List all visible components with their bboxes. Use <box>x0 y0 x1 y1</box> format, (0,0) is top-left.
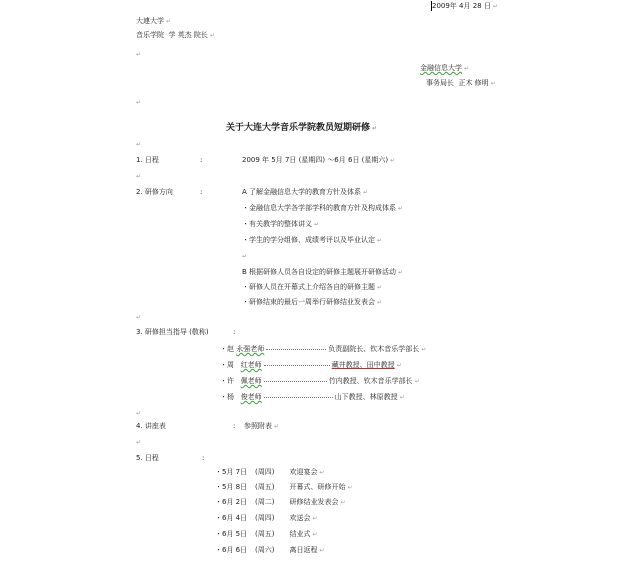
sender-university: 金融信息大学 ↵ <box>420 64 470 72</box>
section-5-colon: : <box>202 454 205 462</box>
section-1-colon: : <box>200 156 203 164</box>
section-2-colon: : <box>200 188 203 196</box>
section-4-label: 4. 讲座表 <box>136 422 166 430</box>
recipient-line: 音乐学院 学 英杰 院长 ↵ <box>136 31 215 39</box>
paragraph-mark: ↵ <box>136 51 142 58</box>
section-3-label: 3. 研修担当指导 (敬称) <box>136 328 209 336</box>
section-5-label: 5. 日程 <box>136 454 159 462</box>
section-3-colon: : <box>233 328 236 336</box>
schedule-row: ・5月 8日 (周五) 开幕式、研修开始 ↵ <box>215 483 353 491</box>
section-2-a-item: ・学生的学分组修、成绩考评以及毕业认定 ↵ <box>242 236 383 244</box>
sender-line: 事务局长 正木 修明 ↵ <box>426 79 496 87</box>
schedule-row: ・6月 5日 (周五) 结业式 ↵ <box>215 530 318 538</box>
section-4-colon: : <box>233 422 236 430</box>
section-2-a-item: ・金融信息大学各学部学科的教育方针及构成体系 ↵ <box>242 204 404 212</box>
section-2-a-item: ・有关教学的整体讲义 ↵ <box>242 220 320 228</box>
paragraph-mark: ↵ <box>136 439 142 446</box>
section-2-label: 2. 研修方向 <box>136 188 173 196</box>
schedule-row: ・6月 6日 (周六) 离日返程 ↵ <box>215 546 325 554</box>
section-2-a-title: A 了解金融信息大学的教育方针及体系 ↵ <box>242 188 369 196</box>
section-1-label: 1. 日程 <box>136 156 159 164</box>
paragraph-mark: ↵ <box>242 253 248 260</box>
section-1-value: 2009 年 5月 7日 (星期四) ～6月 6日 (星期六) ↵ <box>242 156 396 164</box>
document-title: 关于大连大学音乐学院教员短期研修 ↵ <box>226 123 378 133</box>
paragraph-mark: ↵ <box>136 141 142 148</box>
paragraph-mark: ↵ <box>136 99 142 106</box>
section-2-b-title: B 根据研修人员各自设定的研修主题展开研修活动 ↵ <box>242 268 404 276</box>
schedule-row: ・5月 7日 (周四) 欢迎宴会 ↵ <box>215 468 325 476</box>
instructor-row: ・赵 永强老师 负责副院长、钦木音乐学部长 ↵ <box>220 345 427 353</box>
paragraph-mark: ↵ <box>136 173 142 180</box>
paragraph-mark: ↵ <box>136 410 142 417</box>
schedule-row: ・6月 2日 (周二) 研修结业发表会 ↵ <box>215 498 346 506</box>
section-2-b-item: ・研修人员在开幕式上介绍各自的研修主题 ↵ <box>242 283 383 291</box>
schedule-row: ・6月 4日 (周四) 欢送会 ↵ <box>215 514 318 522</box>
section-2-b-item: ・研修结束的最后一周举行研修结业发表会 ↵ <box>242 298 383 306</box>
header-date: 2009年 4月 28 日 ↵ <box>432 2 498 10</box>
recipient-university: 大連大学 ↵ <box>136 17 172 25</box>
paragraph-mark: ↵ <box>136 314 142 321</box>
instructor-row: ・许 佩老师 竹内教授、钦木音乐学部长 ↵ <box>220 377 420 385</box>
instructor-row: ・周 红老师 藏井教授、田中教授 ↵ <box>220 361 402 369</box>
instructor-row: ・杨 俊老师 山下教授、林原教授 ↵ <box>220 393 405 401</box>
section-4-value: 参照附表 ↵ <box>244 422 280 430</box>
